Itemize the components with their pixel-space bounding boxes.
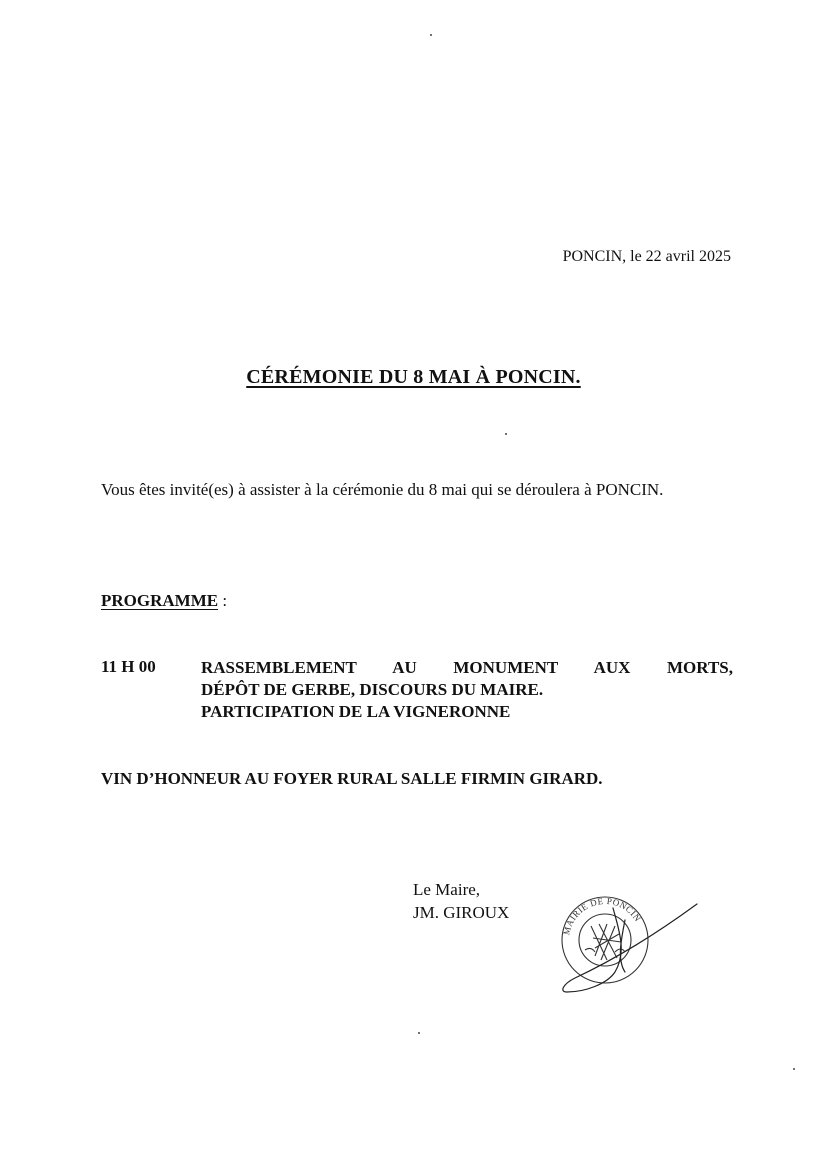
handwritten-signature bbox=[563, 904, 697, 992]
programme-heading bbox=[101, 591, 227, 611]
date-line: PONCIN, le 22 avril 2025 bbox=[562, 248, 731, 265]
scan-speck bbox=[793, 1068, 795, 1070]
scan-speck bbox=[430, 34, 432, 36]
vin-honneur-line: VIN D’HONNEUR AU FOYER RURAL SALLE FIRMIN GIRARD. bbox=[101, 769, 603, 788]
programme-colon: : bbox=[218, 591, 228, 610]
programme-line-1: RASSEMBLEMENT AU MONUMENT AUX MORTS, bbox=[201, 658, 733, 677]
signatory-role: Le Maire, bbox=[413, 880, 481, 899]
programme-label: PROGRAMME bbox=[101, 591, 219, 610]
scan-speck bbox=[418, 1032, 420, 1034]
signatory-name: JM. GIROUX bbox=[413, 903, 510, 922]
programme-line-3: PARTICIPATION DE LA VIGNERONNE bbox=[201, 702, 511, 721]
programme-details bbox=[201, 657, 733, 723]
stamp-text: MAIRIE DE PONCIN bbox=[561, 895, 644, 936]
scan-speck bbox=[505, 433, 507, 435]
programme-time: 11 H 00 bbox=[101, 657, 156, 676]
signature-block bbox=[413, 878, 509, 924]
invitation-paragraph: Vous êtes invité(es) à assister à la cérémonie du 8 mai qui se déroulera à PONCIN. bbox=[101, 480, 664, 499]
ceremony-title: CÉRÉMONIE DU 8 MAI À PONCIN. bbox=[246, 366, 581, 388]
mairie-stamp-and-signature bbox=[555, 880, 705, 1000]
programme-line-2: DÉPÔT DE GERBE, DISCOURS DU MAIRE. bbox=[201, 680, 544, 699]
